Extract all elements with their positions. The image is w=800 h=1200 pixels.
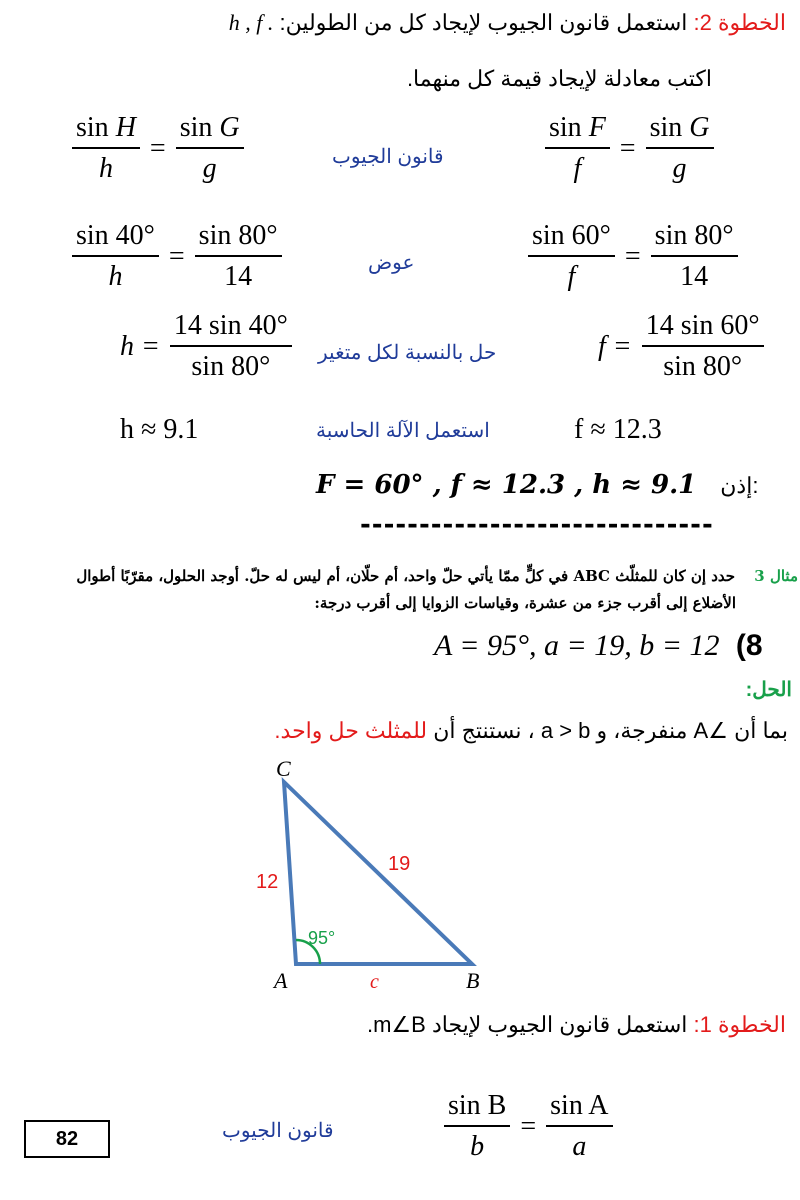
frac-den: h [108, 261, 123, 292]
right-eq-row2: $\frac{\sin 60^\circ}{f}$ = $\frac{\sin 80^\circ}{14}$ [528, 220, 738, 293]
divider: ------------------------------ [360, 510, 714, 540]
left-eq-row2: $\frac{\sin 40^\circ}{h}$ = $\frac{\sin 80^\circ}{14}$ [72, 220, 282, 293]
frac-den: g [202, 153, 217, 184]
conclusion [316, 470, 758, 500]
frac-den: b [470, 1131, 485, 1162]
step2-heading [229, 10, 786, 36]
label-substitute: عوض [368, 252, 415, 274]
vertex-c: C [276, 760, 291, 781]
page-number: 82 [24, 1120, 110, 1158]
side-b-label: 12 [256, 871, 279, 893]
label-law-of-sines-2: قانون الجيوب [222, 1120, 334, 1142]
frac-num: sin 40° [72, 220, 159, 257]
example-label: مثال 3 [754, 567, 798, 585]
frac-num: sin 80° [195, 220, 282, 257]
frac-den: sin 80° [191, 351, 271, 382]
reasoning [274, 718, 788, 744]
frac-num: sin 60° [528, 220, 615, 257]
label-solve: حل بالنسبة لكل متغير [318, 342, 497, 364]
side-a-label: 19 [388, 853, 411, 875]
reasoning-text: بما أن ∠A منفرجة، و a > b ، نستنتج أن [433, 718, 788, 743]
frac-num: 14 sin 40° [170, 310, 292, 347]
problem-number: (8 [735, 629, 763, 662]
vertex-a: A [274, 968, 288, 993]
conclusion-label: إذن: [720, 473, 759, 498]
frac-den: a [572, 1131, 587, 1162]
triangle-diagram [230, 760, 520, 1000]
frac-den: h [98, 153, 113, 184]
frac-den: g [672, 153, 687, 184]
right-eq-row4: f ≈ 12.3 [574, 414, 662, 445]
step1-text: استعمل قانون الجيوب لإيجاد m∠B. [366, 1012, 688, 1037]
step2-text: استعمل قانون الجيوب لإيجاد كل من الطولين: [279, 10, 688, 35]
frac-den: 14 [680, 261, 709, 292]
angle-a-label: 95° [308, 928, 336, 948]
example-text1: حدد إن كان للمثلّث ABC في كلٍّ ممّا يأتي حلّ واحد، أم حلّان، أم ليس له حلّ. أوجد الحلول، مقرّبًا أطوال [76, 567, 736, 585]
step1-heading [367, 1012, 786, 1038]
frac-den: f [573, 153, 582, 184]
label-calculator: استعمل الآلة الحاسبة [316, 420, 490, 442]
step1-label: الخطوة 1: [693, 1012, 786, 1037]
frac-den: sin 80° [663, 351, 743, 382]
frac-num: sin 80° [651, 220, 738, 257]
reasoning-highlight: للمثلث حل واحد. [274, 718, 428, 743]
example-line1 [76, 567, 798, 585]
vertex-b: B [466, 968, 480, 993]
left-eq-row3 [120, 310, 292, 383]
label-law-of-sines: قانون الجيوب [332, 146, 444, 168]
example-line2: الأضلاع إلى أقرب جزء من عشرة، وقياسات الزوايا إلى أقرب درجة: [314, 594, 736, 612]
eq-lhs: f = [598, 330, 632, 362]
problem-values: A = 95°, a = 19, b = 12 [434, 629, 720, 662]
problem-statement [434, 629, 763, 663]
conclusion-value: F = 60° , f ≈ 12.3 , h ≈ 9.1 [316, 470, 697, 500]
step2-label: الخطوة 2: [693, 10, 786, 35]
frac-num: sin B [444, 1090, 510, 1127]
solution-label: الحل: [745, 679, 792, 701]
right-eq-row1: $\frac{\text{sin F}}{f}$ = $\frac{\text{sin G}}{g}$ [545, 112, 714, 185]
side-c-label: c [370, 971, 379, 993]
instruction: اكتب معادلة لإيجاد قيمة كل منهما. [406, 66, 712, 91]
frac-den: f [567, 261, 576, 292]
frac-num: 14 sin 60° [642, 310, 764, 347]
right-eq-row3 [598, 310, 764, 383]
step2-vars: h , f . [228, 10, 274, 35]
eq-lhs: h = [120, 330, 160, 362]
final-eq: $\frac{\text{sin B}}{b}$ = $\frac{\text{sin A}}{a}$ [444, 1090, 613, 1163]
left-eq-row4: h ≈ 9.1 [120, 414, 199, 445]
frac-den: 14 [224, 261, 253, 292]
frac-num: sin A [546, 1090, 612, 1127]
left-eq-row1: $\frac{\text{sin H}}{h}$ = $\frac{\text{sin G}}{g}$ [72, 112, 244, 185]
